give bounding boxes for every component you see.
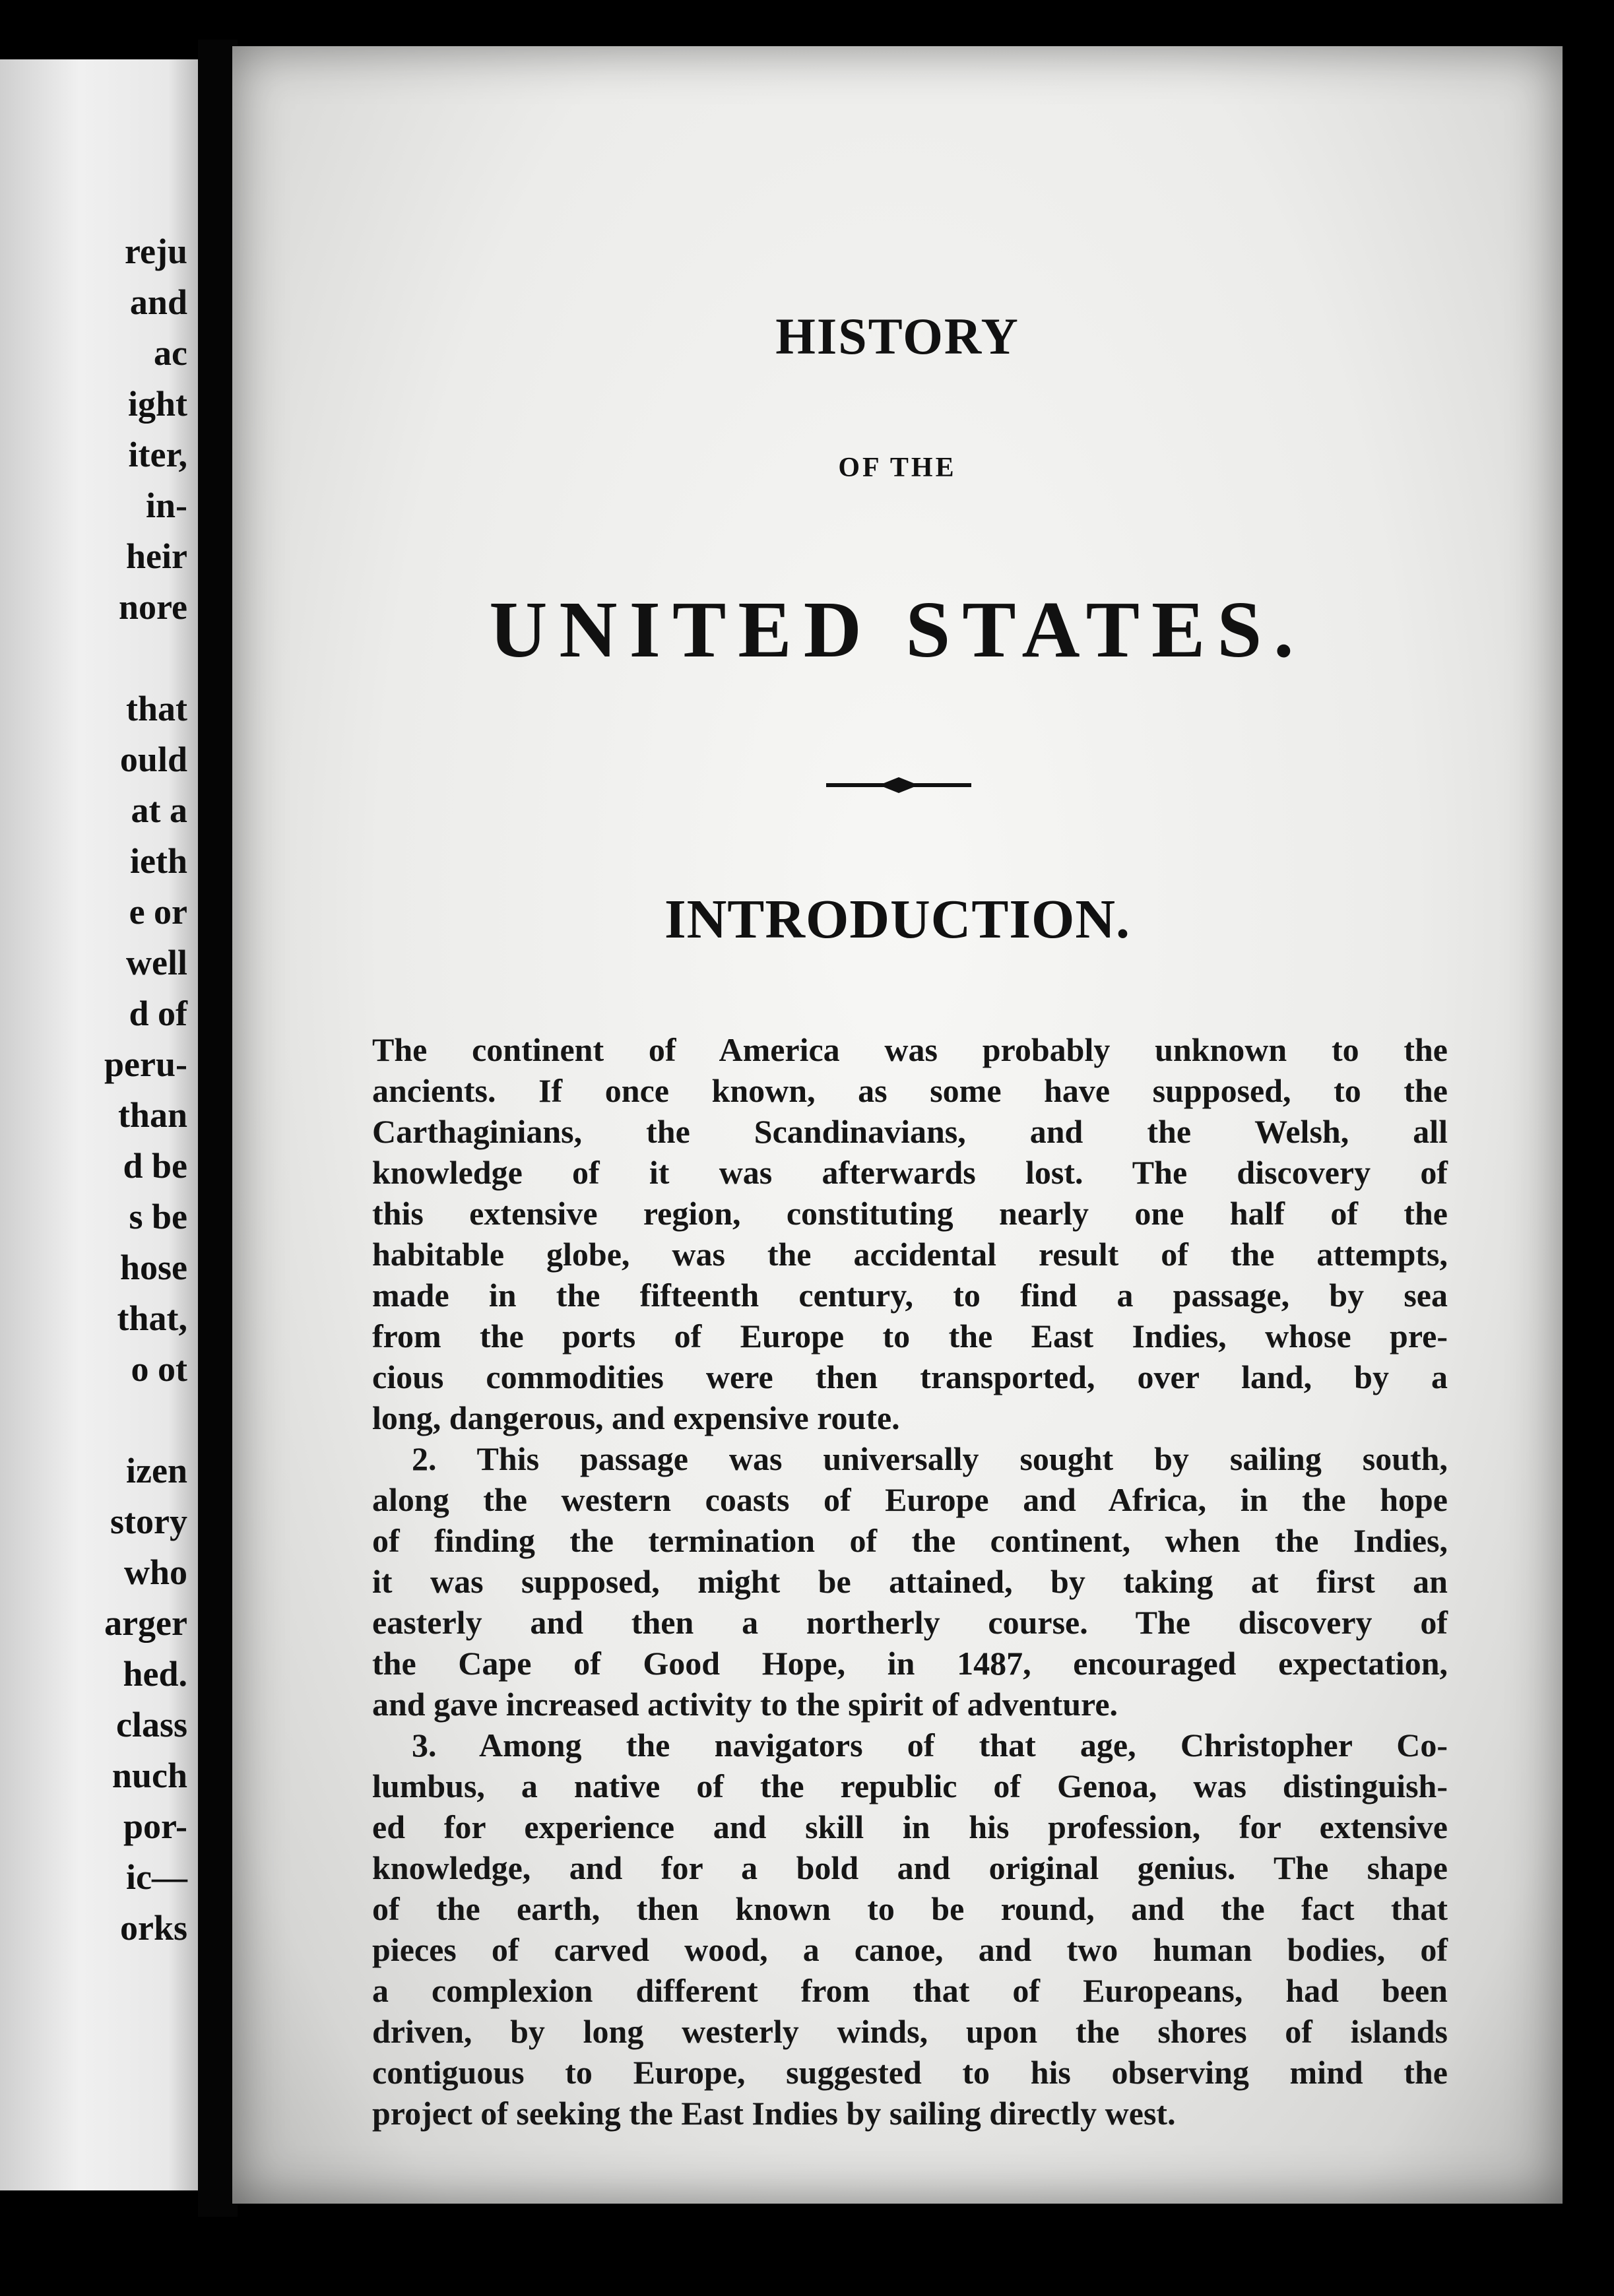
facing-page-line: that (126, 689, 187, 728)
facing-page-line: d of (129, 994, 187, 1033)
text-line: 3. Among the navigators of that age, Christopher Co- (412, 1727, 1448, 1764)
title-united-states: UNITED STATES. (489, 585, 1306, 674)
facing-page-line: than (117, 1095, 187, 1135)
facing-page-line: izen (126, 1451, 187, 1490)
paragraph (372, 1438, 1448, 1725)
facing-page-line: at a (131, 790, 187, 830)
text-line: it was supposed, might be attained, by taking at first an (372, 1563, 1448, 1600)
facing-page-line: in- (145, 486, 187, 525)
title-history: HISTORY (775, 307, 1019, 365)
book-page (232, 46, 1563, 2204)
text-line: project of seeking the East Indies by sailing directly west. (372, 2095, 1176, 2132)
facing-page-line: o ot (131, 1349, 187, 1389)
text-line: a complexion different from that of Europeans, had been (372, 1972, 1448, 2009)
text-line: the Cape of Good Hope, in 1487, encouraged expectation, (372, 1645, 1448, 1682)
text-line: cious commodities were then transported, over land, by a (372, 1358, 1448, 1395)
facing-page-line: ight (127, 384, 187, 424)
facing-page-line: heir (126, 536, 187, 576)
facing-page-line: nore (119, 587, 187, 627)
paragraph (372, 1725, 1448, 2134)
book-gutter (198, 40, 238, 2217)
facing-page-line: hed. (123, 1654, 187, 1694)
title-of-the: OF THE (838, 453, 957, 483)
facing-page-line: well (126, 943, 187, 982)
facing-page-line: nuch (112, 1756, 187, 1795)
text-line: of finding the termination of the continent, when the Indies, (372, 1522, 1448, 1559)
text-line: driven, by long westerly winds, upon the shores of islands (372, 2013, 1448, 2050)
text-line: 2. This passage was universally sought by sailing south, (412, 1440, 1448, 1477)
text-line: contiguous to Europe, suggested to his observing mind the (372, 2054, 1448, 2091)
facing-page-line: that, (117, 1298, 187, 1338)
facing-page-line: who (123, 1552, 187, 1592)
text-line: knowledge of it was afterwards lost. The discovery of (372, 1154, 1448, 1191)
text-line: and gave increased activity to the spirit of adventure. (372, 1686, 1118, 1723)
text-line: long, dangerous, and expensive route. (372, 1399, 900, 1436)
facing-page-line: orks (119, 1908, 187, 1948)
facing-page-line: ic— (126, 1857, 187, 1897)
text-line: along the western coasts of Europe and Africa, in the hope (372, 1481, 1448, 1518)
text-line: of the earth, then known to be round, and the fact that (372, 1890, 1448, 1927)
facing-page-line: ieth (130, 841, 187, 881)
text-line: this extensive region, constituting nearly one half of the (372, 1195, 1448, 1232)
facing-page-line: d be (123, 1146, 187, 1186)
facing-page-line: hose (119, 1248, 187, 1287)
text-line: from the ports of Europe to the East Indies, whose pre- (372, 1318, 1448, 1355)
facing-page-fragment (0, 59, 198, 2190)
text-line: Carthaginians, the Scandinavians, and the Welsh, all (372, 1113, 1448, 1150)
facing-page-line: peru- (104, 1044, 187, 1084)
text-line: pieces of carved wood, a canoe, and two human bodies, of (372, 1931, 1448, 1968)
text-line: easterly and then a northerly course. The discovery of (372, 1604, 1448, 1641)
facing-page-line: ould (119, 740, 187, 779)
facing-page-line: e or (129, 892, 187, 932)
text-line: lumbus, a native of the republic of Genoa, was distinguish- (372, 1768, 1448, 1804)
text-line: knowledge, and for a bold and original genius. The shape (372, 1849, 1448, 1886)
facing-page-line: arger (104, 1603, 187, 1643)
ornament-divider (826, 772, 971, 798)
facing-page-line: story (110, 1502, 187, 1541)
text-line: habitable globe, was the accidental result of the attempts, (372, 1236, 1448, 1273)
facing-page-line: ac (154, 333, 187, 373)
facing-page-line: iter, (128, 435, 187, 474)
section-heading: INTRODUCTION. (664, 889, 1131, 950)
facing-page-line: class (116, 1705, 187, 1744)
text-line: ed for experience and skill in his profession, for extensive (372, 1808, 1448, 1845)
text-line: made in the fifteenth century, to find a passage, by sea (372, 1277, 1448, 1314)
paragraph (372, 1029, 1448, 1438)
text-line: The continent of America was probably unknown to the (372, 1031, 1448, 1068)
facing-page-line: and (129, 282, 187, 322)
facing-page-line: s be (129, 1197, 187, 1236)
facing-page-line: por- (123, 1806, 187, 1846)
text-line: ancients. If once known, as some have supposed, to the (372, 1072, 1448, 1109)
facing-page-line: reju (125, 232, 187, 271)
body-text (372, 1029, 1448, 2134)
